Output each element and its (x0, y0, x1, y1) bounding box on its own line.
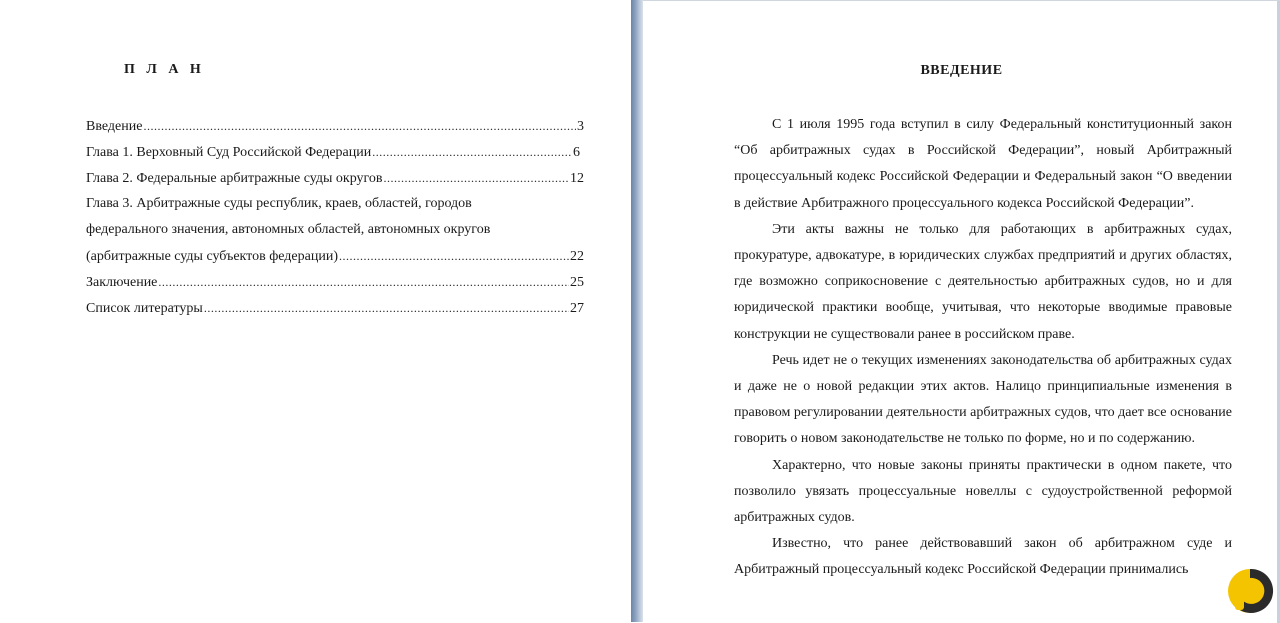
paragraph: Речь идет не о текущих изменениях законодательства об арбитражных судах и даже не о новой редакции этих актов. Налицо принципиальные изменения в правовом регулировании деятельности арбитражных судов, что дает все основание говорить о новом законодательстве не только по форме, но и по содержанию. (734, 352, 1232, 447)
intro-title: ВВЕДЕНИЕ (920, 63, 1003, 78)
paragraph: Эти акты важны не только для работающих в арбитражных судах, прокуратуре, адвокатуре, в юридических службах предприятий и других областях, где возможно соприкосновение с деятельностью арбитражных судов, но и для юридической практики вообще, учитывая, что некоторые вводимые правовые конструкции не существовали ранее в российском праве. (734, 221, 1232, 342)
toc-entry-page: 25 (570, 275, 584, 290)
paragraph: С 1 июля 1995 года вступил в силу Федеральный конституционный закон “Об арбитражных судах в Российской Федерации”, новый Арбитражный процессуальный кодекс Российской Федерации и Федеральный закон “О введении в действие Арбитражного процессуального кодекса Российской Федерации”. (734, 117, 1232, 211)
toc-entry-label: Глава 2. Федеральные арбитражные суды округов (86, 171, 383, 186)
toc-leader-dots (339, 243, 569, 269)
toc-entry (86, 139, 580, 165)
toc-leader-dots (372, 139, 572, 165)
toc-entry-label: Заключение (86, 275, 158, 290)
intro-body (734, 112, 1232, 584)
toc-entry (86, 269, 584, 295)
toc-leader-dots (158, 269, 569, 295)
toc-leader-dots (143, 113, 576, 139)
toc-chapter3-line1: Глава 3. Арбитражные суды республик, краев, областей, городов (86, 196, 472, 211)
toc-entry (86, 165, 584, 191)
paragraph: Характерно, что новые законы приняты практически в одном пакете, что позволило увязать процессуальные новеллы с судоустройственной реформой арбитражных судов. (734, 457, 1232, 526)
toc-entry-page: 6 (573, 145, 580, 160)
toc-entry-page: 12 (570, 171, 584, 186)
toc-entry-page: 22 (570, 249, 584, 264)
paragraph: Известно, что ранее действовавший закон об арбитражном суде и Арбитражный процессуальный кодекс Российской Федерации принимались (734, 536, 1232, 578)
left-page (0, 0, 631, 622)
toc-entry-label: Введение (86, 119, 143, 134)
toc-entry (86, 295, 584, 321)
toc-entry-label: Глава 1. Верховный Суд Российской Федерации (86, 145, 372, 160)
page-divider (631, 0, 643, 622)
toc-entry-label: Список литературы (86, 301, 203, 316)
toc-leader-dots (384, 165, 569, 191)
toc-entry (86, 243, 584, 269)
toc-entry (86, 113, 584, 139)
brand-logo-icon[interactable] (1226, 566, 1274, 616)
toc-chapter3-line2: федерального значения, автономных областей, автономных округов (86, 222, 491, 237)
table-of-contents (86, 113, 584, 321)
toc-entry-label: (арбитражные суды субъектов федерации) (86, 249, 338, 264)
toc-entry-page: 3 (577, 119, 584, 134)
plan-title: П Л А Н (124, 62, 205, 77)
toc-leader-dots (204, 295, 569, 321)
toc-entry-page: 27 (570, 301, 584, 316)
right-page (643, 0, 1280, 622)
